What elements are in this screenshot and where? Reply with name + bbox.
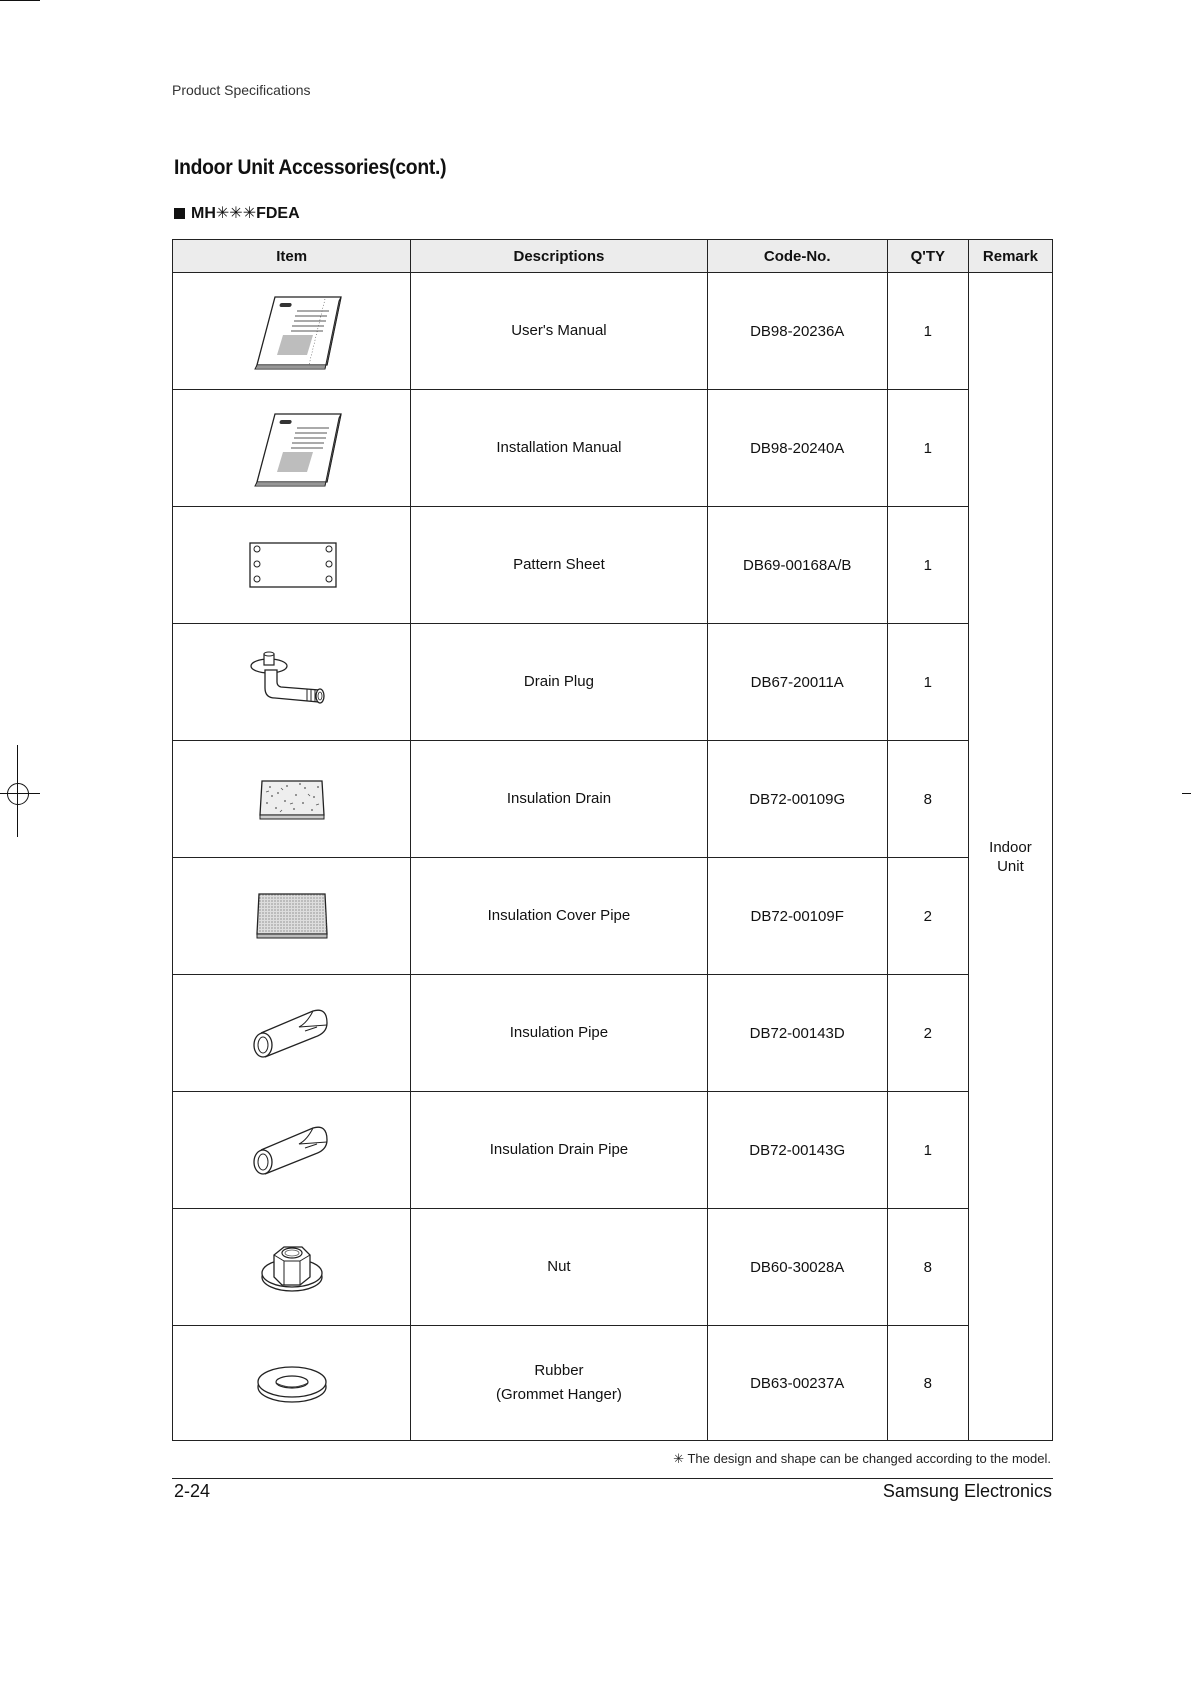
table-row (173, 975, 1053, 1092)
code-cell: DB72-00109F (707, 858, 887, 975)
qty-cell: 8 (887, 741, 968, 858)
column-header-remark: Remark (968, 240, 1052, 273)
manual-booklet-icon (237, 289, 347, 373)
remark-cell (968, 273, 1052, 1441)
manual-booklet-icon (237, 406, 347, 490)
item-image-cell (173, 1092, 411, 1209)
table-row (173, 273, 1053, 390)
qty-cell: 1 (887, 507, 968, 624)
code-cell: DB69-00168A/B (707, 507, 887, 624)
table-row (173, 741, 1053, 858)
code-cell: DB60-30028A (707, 1209, 887, 1326)
code-cell: DB72-00109G (707, 741, 887, 858)
item-image-cell (173, 624, 411, 741)
model-code: MH✳✳✳FDEA (191, 205, 300, 222)
qty-cell: 1 (887, 1092, 968, 1209)
code-cell: DB72-00143G (707, 1092, 887, 1209)
code-cell: DB98-20240A (707, 390, 887, 507)
code-cell: DB72-00143D (707, 975, 887, 1092)
table-row (173, 1092, 1053, 1209)
table-header-row (173, 240, 1053, 273)
description-cell (411, 975, 707, 1092)
square-bullet-icon (174, 208, 185, 219)
qty-cell: 2 (887, 858, 968, 975)
column-header-qty: Q'TY (887, 240, 968, 273)
description-text: User's Manual (511, 322, 607, 339)
drain-plug-icon (247, 650, 337, 714)
table-row (173, 624, 1053, 741)
hex-nut-icon (252, 1237, 332, 1297)
description-text: Insulation Pipe (509, 1024, 609, 1041)
description-cell (411, 1209, 707, 1326)
description-text: Insulation Drain Pipe (489, 1141, 629, 1158)
footnote: ✳ The design and shape can be changed according to the model. (673, 1451, 1051, 1466)
code-cell: DB67-20011A (707, 624, 887, 741)
column-header-item: Item (173, 240, 411, 273)
qty-cell: 1 (887, 624, 968, 741)
description-cell (411, 1326, 707, 1441)
insulation-tube-icon (247, 1120, 337, 1180)
description-cell (411, 507, 707, 624)
qty-cell: 8 (887, 1326, 968, 1441)
table-row (173, 1209, 1053, 1326)
remark-line: Unit (997, 857, 1024, 875)
description-text: Insulation Cover Pipe (487, 907, 631, 924)
model-label (174, 203, 300, 223)
pattern-sheet-icon (242, 537, 342, 593)
item-image-cell (173, 1209, 411, 1326)
running-head: Product Specifications (172, 82, 311, 98)
column-header-code: Code-No. (707, 240, 887, 273)
insulation-pad-icon (247, 888, 337, 944)
crop-mark-right (1182, 793, 1191, 794)
item-image-cell (173, 858, 411, 975)
qty-cell: 8 (887, 1209, 968, 1326)
description-cell (411, 741, 707, 858)
description-cell (411, 858, 707, 975)
description-text: Pattern Sheet (513, 556, 605, 573)
crop-mark-top-left (0, 0, 40, 1)
code-cell: DB63-00237A (707, 1326, 887, 1441)
description-cell (411, 390, 707, 507)
table-row (173, 858, 1053, 975)
item-image-cell (173, 1326, 411, 1441)
qty-cell: 2 (887, 975, 968, 1092)
item-image-cell (173, 390, 411, 507)
footer-divider (172, 1478, 1053, 1479)
description-text: Insulation Drain (506, 790, 612, 807)
rubber-grommet-icon (252, 1359, 332, 1407)
table-row (173, 507, 1053, 624)
item-image-cell (173, 507, 411, 624)
page-number: 2-24 (174, 1481, 211, 1501)
description-text: Rubber (534, 1362, 584, 1379)
description-text: Drain Plug (523, 673, 594, 690)
insulation-pad-icon (252, 775, 332, 823)
qty-cell: 1 (887, 273, 968, 390)
remark-line: Indoor (989, 838, 1032, 856)
table-row (173, 1326, 1053, 1441)
description-text: Installation Manual (496, 439, 622, 456)
item-image-cell (173, 741, 411, 858)
item-image-cell (173, 975, 411, 1092)
description-cell (411, 624, 707, 741)
description-text: Nut (547, 1258, 571, 1275)
insulation-tube-icon (247, 1003, 337, 1063)
accessories-table (172, 239, 1053, 1441)
description-cell (411, 273, 707, 390)
description-text: (Grommet Hanger) (496, 1386, 622, 1403)
column-header-descriptions: Descriptions (411, 240, 707, 273)
registration-circle (7, 783, 29, 805)
section-title: Indoor Unit Accessories(cont.) (174, 156, 447, 179)
table-row (173, 390, 1053, 507)
description-cell (411, 1092, 707, 1209)
qty-cell: 1 (887, 390, 968, 507)
brand-name: Samsung Electronics (882, 1481, 1052, 1501)
code-cell: DB98-20236A (707, 273, 887, 390)
item-image-cell (173, 273, 411, 390)
